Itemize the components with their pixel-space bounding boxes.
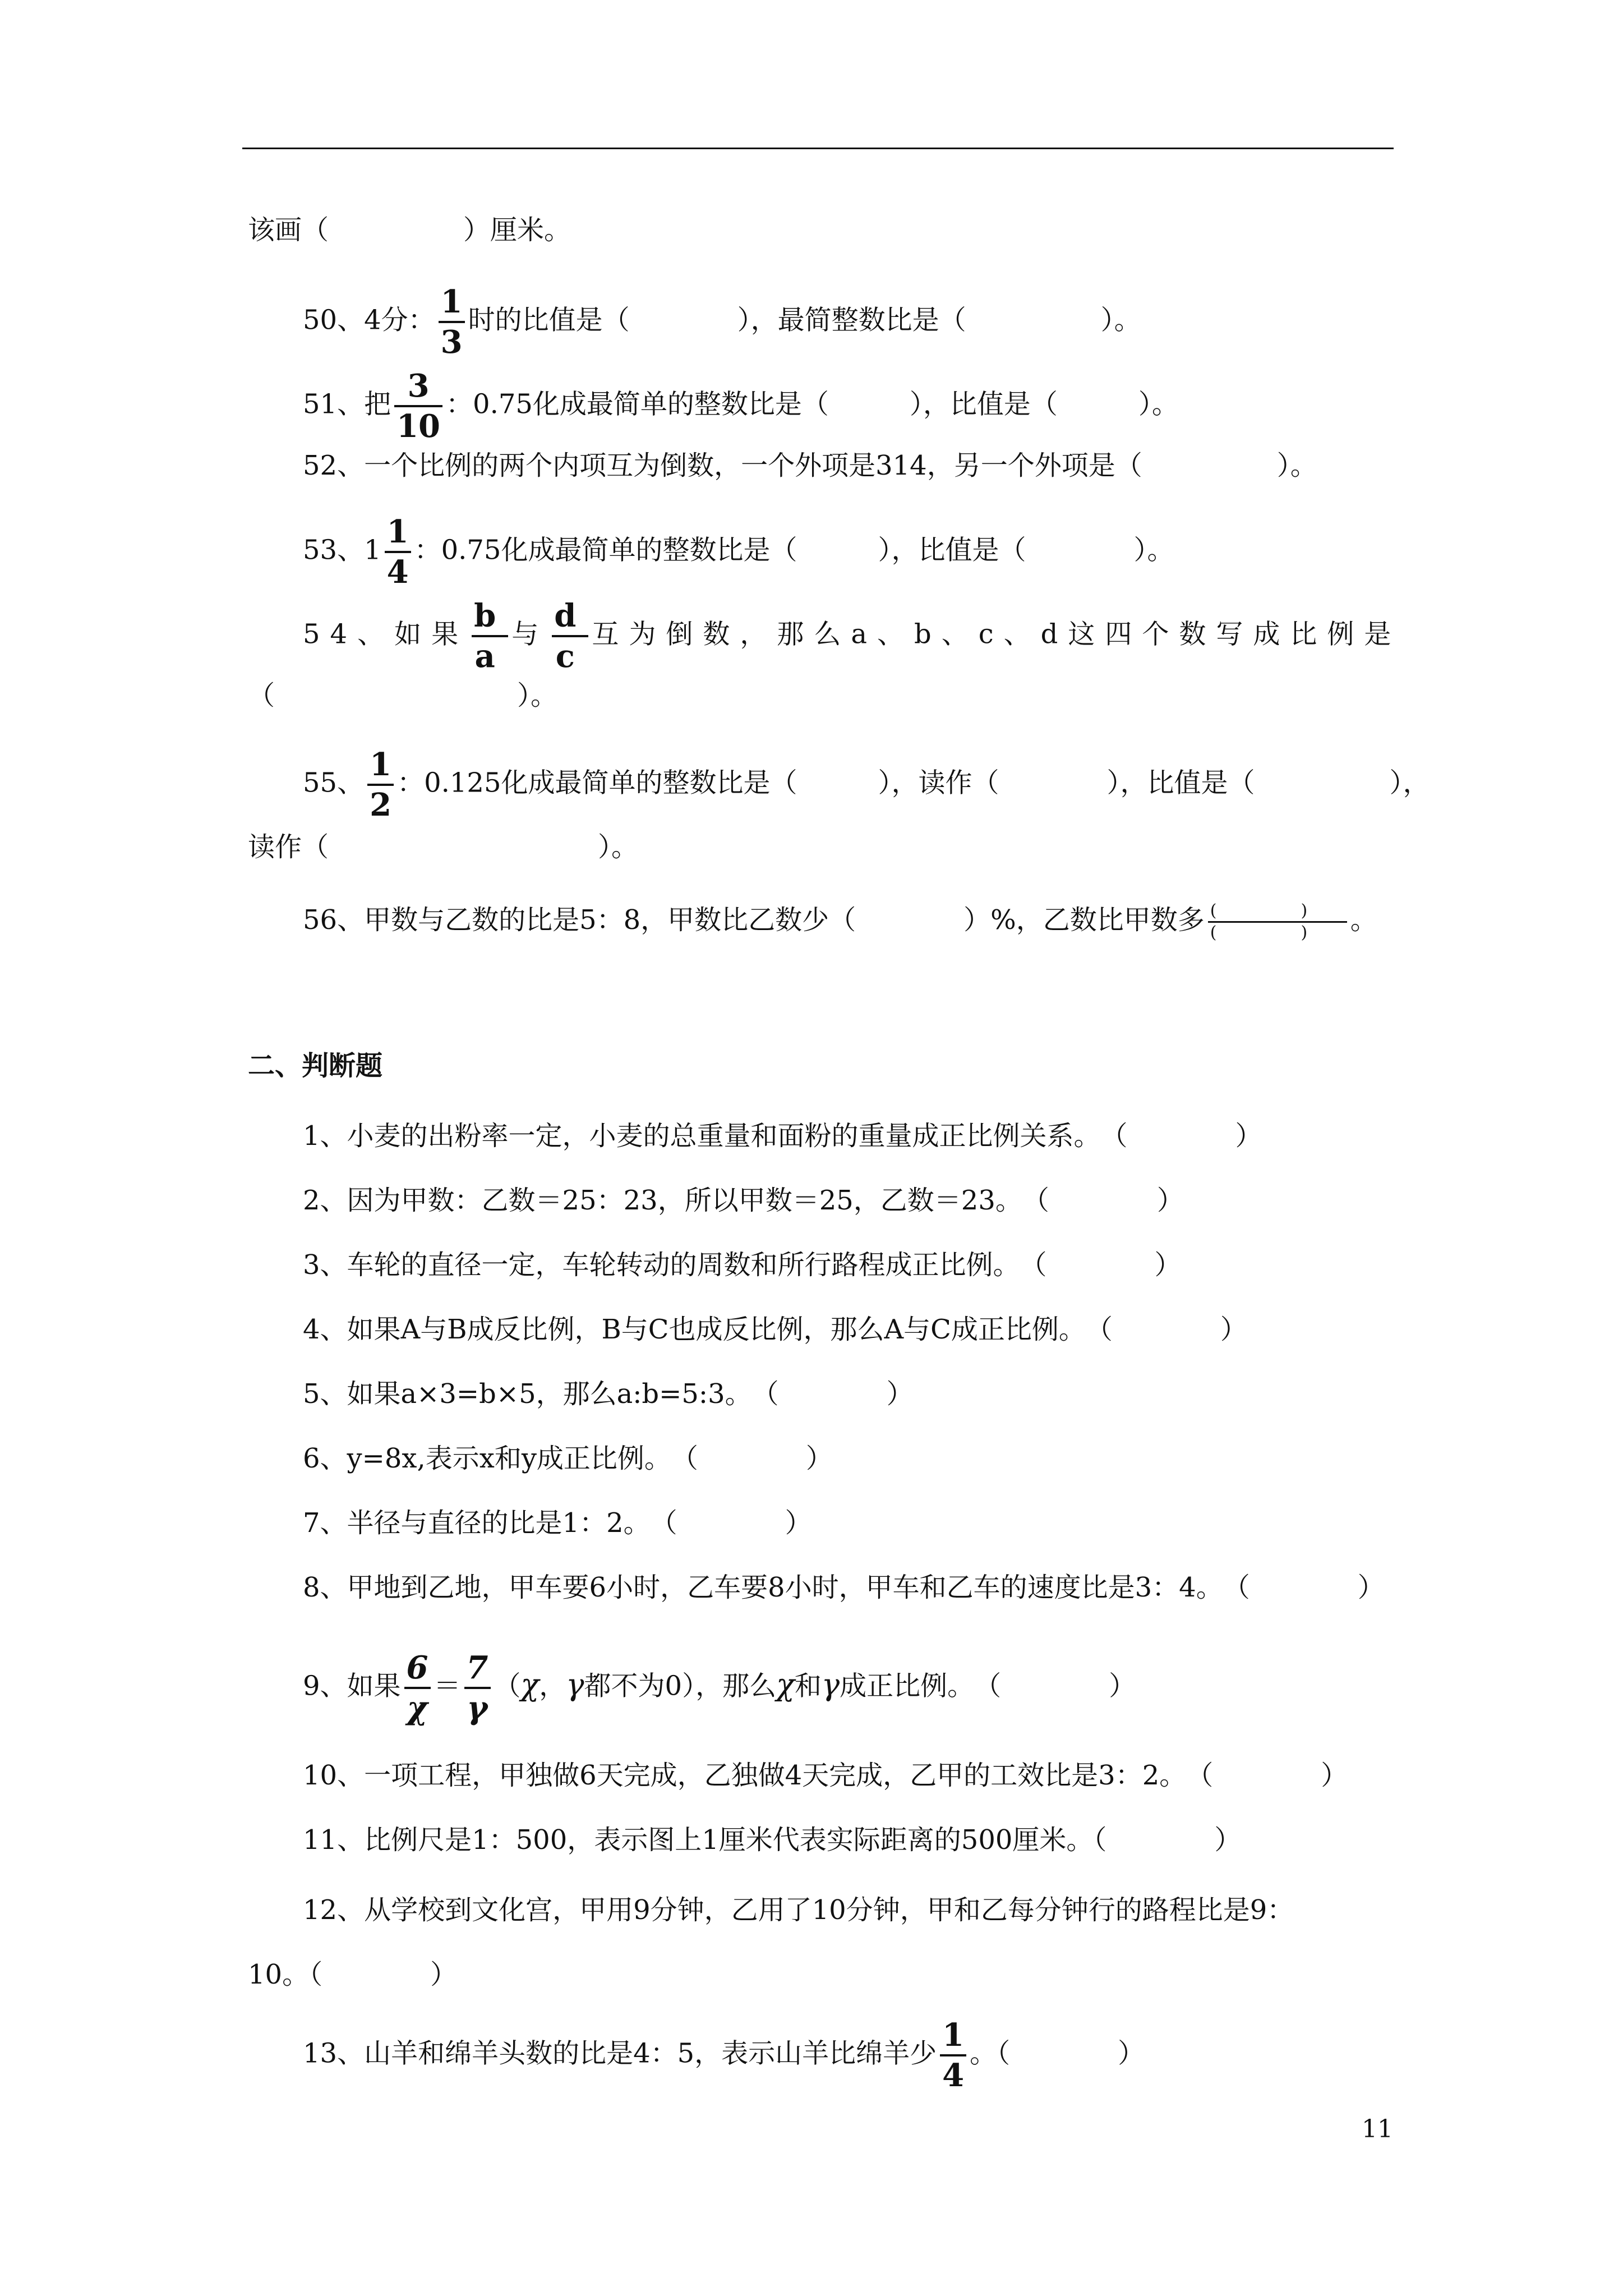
judge-10: 10、一项工程，甲独做6天完成，乙独做4天完成，乙甲的工效比是3：2。 （ ） (303, 1760, 1348, 1791)
judge-12-continuation: 10。（ ） (248, 1959, 458, 1990)
fraction: $\frac{d}{c}$ (552, 600, 588, 672)
judge-2: 2、因为甲数：乙数＝25：23，所以甲数＝25，乙数＝23。 （ ） (303, 1185, 1184, 1216)
header-rule (242, 148, 1394, 149)
judge-6: 6、y=8x,表示x和y成正比例。 （ ） (303, 1443, 833, 1474)
judge-12: 12、从学校到文化宫，甲用9分钟，乙用了10分钟，甲和乙每分钟行的路程比是9： (303, 1894, 1294, 1926)
fraction: $\frac{b}{a}$ (472, 600, 508, 672)
judge-9: 9、如果 $\frac{6}{\chi}$ ＝ $\frac{7}{\gamma}$ （χ，γ都不为0），那么χ和γ成正比例。 （ ） (303, 1649, 1136, 1727)
q49-continuation: 该画（ ）厘米。 (248, 214, 571, 246)
question-55: 55、 $\frac{1}{2}$ ：0.125化成最简单的整数比是（ ），读作（ ），比值是（ ）， (303, 746, 1430, 823)
question-53: 53、1 $\frac{1}{4}$ ：0.75化成最简单的整数比是（ ），比值是（ ）。 (303, 513, 1174, 591)
q54-continuation: （ ）。 (248, 680, 558, 711)
fraction: $\frac{7}{\gamma}$ (464, 1652, 491, 1724)
fraction: $\frac{1}{3}$ (439, 286, 465, 358)
fraction: $\frac{1}{2}$ (367, 749, 394, 821)
judge-4: 4、如果A与B成反比例，B与C也成反比例，那么A与C成正比例。 （ ） (303, 1314, 1247, 1345)
fraction: $\frac{6}{\chi}$ (404, 1652, 431, 1724)
fraction: $\frac{1}{4}$ (940, 2019, 966, 2091)
judge-1: 1、小麦的出粉率一定，小麦的总重量和面粉的重量成正比例关系。 （ ） (303, 1120, 1262, 1152)
question-50: 50、4分： $\frac{1}{3}$ 时的比值是（ ），最简整数比是（ ）。 (303, 283, 1141, 361)
fraction: $\frac{1}{4}$ (385, 516, 411, 588)
judge-7: 7、半径与直径的比是1：2。 （ ） (303, 1507, 812, 1539)
page-number: 11 (1362, 2115, 1393, 2143)
question-54: 54、如果 $\frac{b}{a}$ 与 $\frac{d}{c}$ 互为倒数，那么a、b、c、d这四个数写成比例是 (303, 597, 1401, 675)
fraction: $\frac{3}{10}$ (394, 370, 442, 442)
judge-8: 8、甲地到乙地，甲车要6小时，乙车要8小时，甲车和乙车的速度比是3：4。 （ ） (303, 1572, 1385, 1603)
blank-fraction: $\frac{( )}{( )}$ (1208, 901, 1347, 943)
section-title: 二、判断题 (248, 1050, 383, 1082)
question-51: 51、把 $\frac{3}{10}$ ：0.75化成最简单的整数比是（ ），比值是（ ）。 (303, 367, 1179, 445)
judge-13: 13、山羊和绵羊头数的比是4：5，表示山羊比绵羊少 $\frac{1}{4}$ 。（ ） (303, 2017, 1145, 2094)
question-56: 56、甲数与乙数的比是5：8，甲数比乙数少（ ）%，乙数比甲数多 $\frac{( )}{( )}$ 。 (303, 901, 1377, 942)
judge-5: 5、如果a×3=b×5，那么a:b=5:3。 （ ） (303, 1378, 914, 1410)
question-52: 52、一个比例的两个内项互为倒数，一个外项是314，另一个外项是（ ）。 (303, 450, 1317, 481)
q55-continuation: 读作（ ）。 (248, 831, 639, 863)
judge-11: 11、比例尺是1：500，表示图上1厘米代表实际距离的500厘米。（ ） (303, 1824, 1242, 1856)
judge-3: 3、车轮的直径一定，车轮转动的周数和所行路程成正比例。 （ ） (303, 1249, 1182, 1281)
